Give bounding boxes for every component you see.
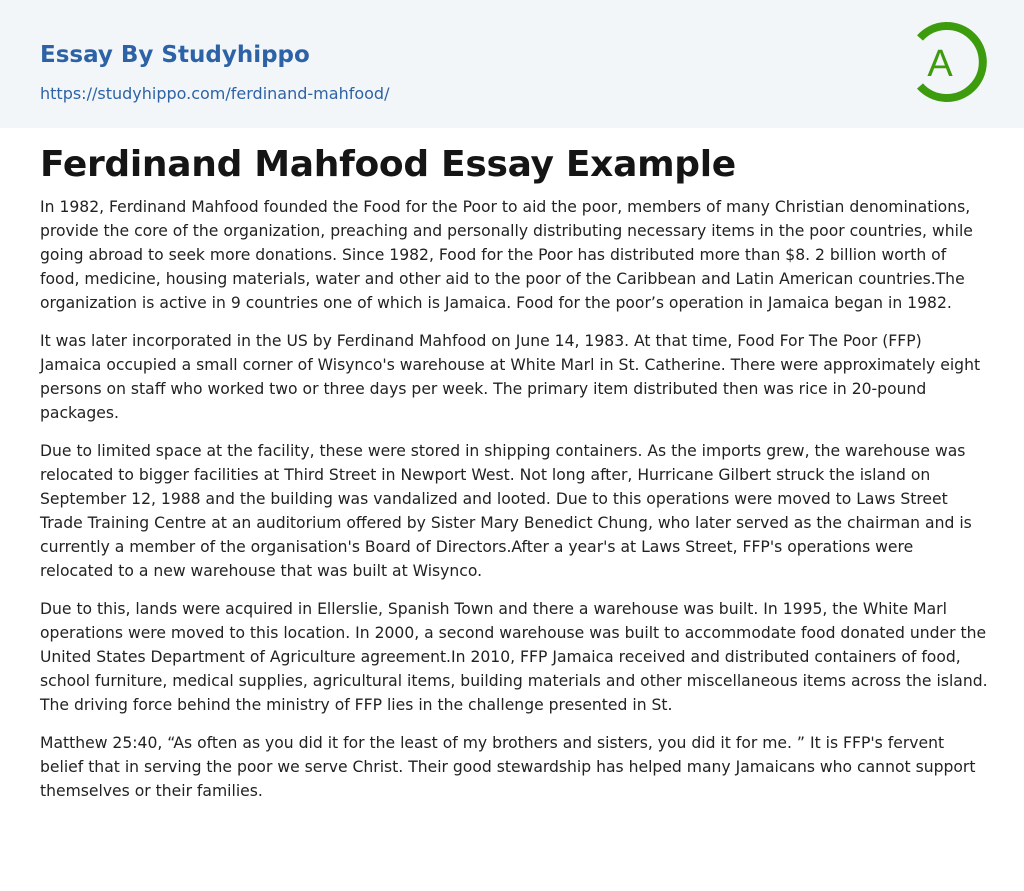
paragraph: In 1982, Ferdinand Mahfood founded the Food for the Poor to aid the poor, members of many Christian denominations, provide the core of the organization, preaching and personally distributing necessary items in the poor countries, while going abroad to seek more donations. Since 1982, Food for the Poor has distributed more than $8. 2 billion worth of food, medicine, housing materials, water and other aid to the poor of the Caribbean and Latin American countries.The organization is active in 9 countries one of which is Jamaica. Food for the poor’s operation in Jamaica began in 1982. — [40, 198, 973, 312]
page-title: Ferdinand Mahfood Essay Example — [40, 144, 736, 185]
essay-url-link[interactable]: https://studyhippo.com/ferdinand-mahfood/ — [40, 84, 390, 103]
svg-text:A: A — [927, 43, 953, 85]
paragraph: Due to limited space at the facility, these were stored in shipping containers. As the imports grew, the warehouse was relocated to bigger facilities at Third Street in Newport West. Not long after, Hurricane Gilbert struck the island on September 12, 1988 and the building was vandalized and looted. Due to this operations were moved to Laws Street Trade Training Centre at an auditorium offered by Sister Mary Benedict Chung, who later served as the chairman and is currently a member of the organisation's Board of Directors.After a year's at Laws Street, FFP's operations were relocated to a new warehouse that was built at Wisynco. — [40, 442, 972, 580]
paragraph: It was later incorporated in the US by Ferdinand Mahfood on June 14, 1983. At that time, Food For The Poor (FFP) Jamaica occupied a small corner of Wisynco's warehouse at White Marl in St. Catherine. There were approximately eight persons on staff who worked two or three days per week. The primary item distributed then was rice in 20-pound packages. — [40, 332, 981, 422]
essay-body — [40, 195, 988, 817]
studyhippo-logo-icon[interactable] — [906, 20, 990, 104]
brand-title[interactable]: Essay By Studyhippo — [40, 42, 310, 68]
paragraph: Matthew 25:40, “As often as you did it for the least of my brothers and sisters, you did it for me. ” It is FFP's fervent belief that in serving the poor we serve Christ. Their good stewardship has helped many Jamaicans who cannot support themselves or their families. — [40, 734, 976, 800]
paragraph: Due to this, lands were acquired in Ellerslie, Spanish Town and there a warehouse was built. In 1995, the White Marl operations were moved to this location. In 2000, a second warehouse was built to accommodate food donated under the United States Department of Agriculture agreement.In 2010, FFP Jamaica received and distributed containers of food, school furniture, medical supplies, agricultural items, building materials and other miscellaneous items across the island. The driving force behind the ministry of FFP lies in the challenge presented in St. — [40, 600, 988, 714]
site-header — [0, 0, 1024, 128]
